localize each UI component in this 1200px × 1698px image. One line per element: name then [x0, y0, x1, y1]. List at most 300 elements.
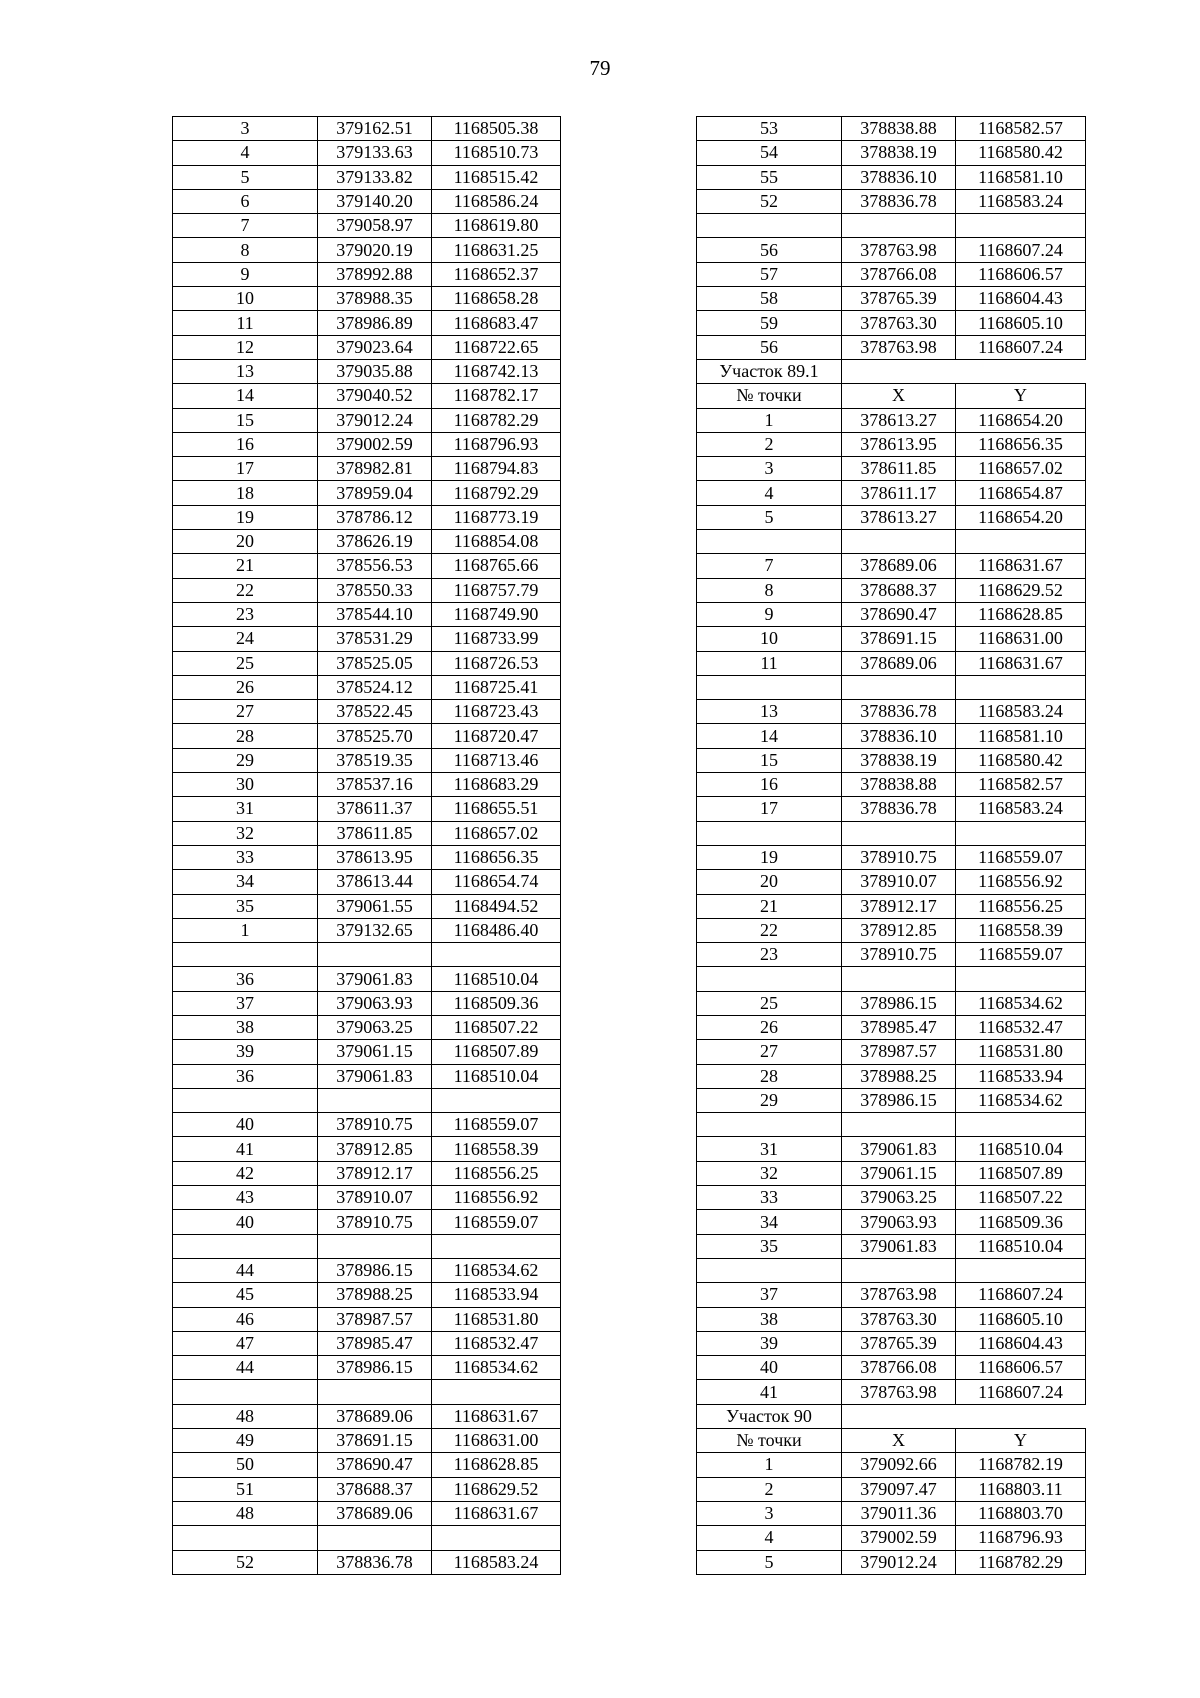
x-coordinate-cell: 378912.85: [842, 918, 956, 942]
y-coordinate-cell: 1168631.00: [432, 1429, 561, 1453]
point-number-cell: [173, 1234, 318, 1258]
point-number-cell: 39: [697, 1331, 842, 1355]
table-row: [173, 359, 561, 383]
point-number-cell: 24: [173, 627, 318, 651]
x-coordinate-cell: 379020.19: [318, 238, 432, 262]
table-row: [173, 773, 561, 797]
x-coordinate-cell: 379061.15: [842, 1161, 956, 1185]
table-row: [173, 189, 561, 213]
y-coordinate-cell: 1168782.17: [432, 384, 561, 408]
x-coordinate-cell: 378550.33: [318, 578, 432, 602]
table-row: [173, 432, 561, 456]
table-row: [697, 287, 1086, 311]
point-number-cell: 52: [697, 189, 842, 213]
point-number-cell: [697, 967, 842, 991]
y-coordinate-cell: 1168782.19: [956, 1453, 1086, 1477]
point-number-cell: 56: [697, 238, 842, 262]
table-row: [697, 505, 1086, 529]
table-row: [173, 1380, 561, 1404]
table-row: [697, 918, 1086, 942]
table-row: [173, 311, 561, 335]
section-header-spacer: [842, 1404, 1086, 1428]
y-coordinate-cell: [956, 214, 1086, 238]
table-row: [697, 262, 1086, 286]
point-number-cell: 32: [173, 821, 318, 845]
x-coordinate-cell: 379012.24: [318, 408, 432, 432]
point-number-cell: 19: [173, 505, 318, 529]
point-number-cell: [173, 1088, 318, 1112]
point-number-cell: 58: [697, 287, 842, 311]
point-number-cell: 8: [697, 578, 842, 602]
x-coordinate-cell: 378910.75: [842, 943, 956, 967]
y-coordinate-cell: 1168559.07: [432, 1113, 561, 1137]
point-number-cell: 28: [173, 724, 318, 748]
y-coordinate-cell: 1168582.57: [956, 773, 1086, 797]
x-coordinate-cell: 378544.10: [318, 602, 432, 626]
table-row: [173, 165, 561, 189]
table-row: [173, 943, 561, 967]
x-coordinate-cell: 378985.47: [842, 1015, 956, 1039]
y-coordinate-cell: 1168657.02: [432, 821, 561, 845]
y-coordinate-cell: 1168607.24: [956, 1380, 1086, 1404]
y-coordinate-cell: [956, 530, 1086, 554]
y-coordinate-cell: [432, 1380, 561, 1404]
point-number-cell: 28: [697, 1064, 842, 1088]
x-coordinate-cell: 378611.37: [318, 797, 432, 821]
x-coordinate-cell: 378519.35: [318, 748, 432, 772]
x-coordinate-cell: 378986.15: [842, 991, 956, 1015]
x-coordinate-cell: 378910.75: [318, 1210, 432, 1234]
table-row: [173, 141, 561, 165]
y-coordinate-cell: 1168726.53: [432, 651, 561, 675]
x-coordinate-cell: 378836.78: [318, 1550, 432, 1574]
point-number-cell: 17: [697, 797, 842, 821]
x-coordinate-cell: [842, 821, 956, 845]
y-coordinate-cell: 1168605.10: [956, 1307, 1086, 1331]
x-coordinate-cell: 378690.47: [318, 1453, 432, 1477]
table-row: [697, 651, 1086, 675]
x-coordinate-cell: 379058.97: [318, 214, 432, 238]
y-coordinate-cell: 1168606.57: [956, 1356, 1086, 1380]
point-number-cell: 4: [697, 1526, 842, 1550]
table-row: [697, 1088, 1086, 1112]
point-number-cell: 46: [173, 1307, 318, 1331]
point-number-cell: 52: [173, 1550, 318, 1574]
x-coordinate-cell: 378910.07: [842, 870, 956, 894]
y-coordinate-cell: 1168510.04: [956, 1234, 1086, 1258]
table-row: [173, 894, 561, 918]
x-coordinate-cell: 379061.15: [318, 1040, 432, 1064]
table-row: [173, 748, 561, 772]
y-coordinate-cell: 1168531.80: [432, 1307, 561, 1331]
x-coordinate-cell: 379012.24: [842, 1550, 956, 1574]
table-row: [173, 1356, 561, 1380]
point-number-cell: 3: [697, 1501, 842, 1525]
x-coordinate-cell: 378986.15: [842, 1088, 956, 1112]
y-coordinate-cell: 1168583.24: [956, 700, 1086, 724]
table-row: [697, 1356, 1086, 1380]
table-row: [697, 1477, 1086, 1501]
point-number-cell: 8: [173, 238, 318, 262]
table-row: [697, 311, 1086, 335]
y-coordinate-cell: 1168486.40: [432, 918, 561, 942]
y-coordinate-cell: Y: [956, 1429, 1086, 1453]
y-coordinate-cell: 1168534.62: [432, 1356, 561, 1380]
x-coordinate-cell: [842, 530, 956, 554]
table-row: [697, 214, 1086, 238]
y-coordinate-cell: 1168532.47: [956, 1015, 1086, 1039]
point-number-cell: [697, 675, 842, 699]
x-coordinate-cell: 378525.70: [318, 724, 432, 748]
y-coordinate-cell: [956, 1113, 1086, 1137]
x-coordinate-cell: 379092.66: [842, 1453, 956, 1477]
y-coordinate-cell: [432, 1526, 561, 1550]
point-number-cell: 20: [173, 530, 318, 554]
point-number-cell: 15: [697, 748, 842, 772]
table-row: [697, 870, 1086, 894]
point-number-cell: 21: [173, 554, 318, 578]
x-coordinate-cell: 379002.59: [318, 432, 432, 456]
table-row: [697, 141, 1086, 165]
x-coordinate-cell: 379063.93: [318, 991, 432, 1015]
table-row: [697, 1015, 1086, 1039]
section-title: Участок 90: [697, 1404, 842, 1428]
table-row: [173, 530, 561, 554]
y-coordinate-cell: 1168559.07: [956, 943, 1086, 967]
y-coordinate-cell: 1168683.29: [432, 773, 561, 797]
x-coordinate-cell: 379162.51: [318, 117, 432, 141]
point-number-cell: 11: [697, 651, 842, 675]
point-number-cell: 7: [173, 214, 318, 238]
table-row: [697, 1283, 1086, 1307]
table-row: [697, 627, 1086, 651]
point-number-cell: 23: [173, 602, 318, 626]
table-row: [697, 1526, 1086, 1550]
point-number-cell: 48: [173, 1404, 318, 1428]
x-coordinate-cell: 378531.29: [318, 627, 432, 651]
x-coordinate-cell: 378836.78: [842, 700, 956, 724]
x-coordinate-cell: 378763.30: [842, 1307, 956, 1331]
point-number-cell: 56: [697, 335, 842, 359]
point-number-cell: 23: [697, 943, 842, 967]
table-row: [173, 797, 561, 821]
point-number-cell: 45: [173, 1283, 318, 1307]
table-row: [173, 262, 561, 286]
y-coordinate-cell: 1168631.67: [432, 1404, 561, 1428]
table-row: [173, 918, 561, 942]
x-coordinate-cell: 378986.15: [318, 1258, 432, 1282]
x-coordinate-cell: 378912.17: [842, 894, 956, 918]
point-number-cell: 26: [697, 1015, 842, 1039]
y-coordinate-cell: 1168507.22: [956, 1186, 1086, 1210]
point-number-cell: 44: [173, 1356, 318, 1380]
point-number-cell: 13: [697, 700, 842, 724]
table-row: [697, 408, 1086, 432]
y-coordinate-cell: 1168515.42: [432, 165, 561, 189]
table-row: [697, 1210, 1086, 1234]
x-coordinate-cell: [842, 675, 956, 699]
table-row: [173, 1137, 561, 1161]
y-coordinate-cell: 1168558.39: [432, 1137, 561, 1161]
x-coordinate-cell: X: [842, 384, 956, 408]
point-number-cell: 35: [173, 894, 318, 918]
y-coordinate-cell: 1168607.24: [956, 335, 1086, 359]
y-coordinate-cell: 1168507.22: [432, 1015, 561, 1039]
x-coordinate-cell: 378613.95: [842, 432, 956, 456]
point-number-cell: 42: [173, 1161, 318, 1185]
table-row: [173, 1015, 561, 1039]
y-coordinate-cell: [956, 675, 1086, 699]
y-coordinate-cell: 1168604.43: [956, 1331, 1086, 1355]
x-coordinate-cell: 379061.83: [842, 1234, 956, 1258]
table-row: [697, 457, 1086, 481]
table-row: [697, 1064, 1086, 1088]
y-coordinate-cell: 1168581.10: [956, 165, 1086, 189]
x-coordinate-cell: 378537.16: [318, 773, 432, 797]
x-coordinate-cell: 379097.47: [842, 1477, 956, 1501]
x-coordinate-cell: 378522.45: [318, 700, 432, 724]
point-number-cell: 19: [697, 845, 842, 869]
y-coordinate-cell: 1168583.24: [956, 189, 1086, 213]
point-number-cell: [697, 1113, 842, 1137]
table-row: [173, 1113, 561, 1137]
table-row: [173, 1283, 561, 1307]
x-coordinate-cell: 379061.55: [318, 894, 432, 918]
table-row: [173, 1210, 561, 1234]
table-row: [697, 481, 1086, 505]
x-coordinate-cell: 378613.27: [842, 408, 956, 432]
x-coordinate-cell: 378688.37: [842, 578, 956, 602]
point-number-cell: 2: [697, 432, 842, 456]
y-coordinate-cell: 1168505.38: [432, 117, 561, 141]
y-coordinate-cell: 1168658.28: [432, 287, 561, 311]
table-row: [697, 384, 1086, 408]
table-row: [697, 1113, 1086, 1137]
table-row: [697, 602, 1086, 626]
table-row: [173, 335, 561, 359]
point-number-cell: 48: [173, 1501, 318, 1525]
x-coordinate-cell: 378910.75: [318, 1113, 432, 1137]
x-coordinate-cell: 378690.47: [842, 602, 956, 626]
table-row: [697, 165, 1086, 189]
point-number-cell: 39: [173, 1040, 318, 1064]
point-number-cell: 47: [173, 1331, 318, 1355]
point-number-cell: 14: [173, 384, 318, 408]
y-coordinate-cell: 1168654.87: [956, 481, 1086, 505]
y-coordinate-cell: 1168631.25: [432, 238, 561, 262]
table-row: [697, 189, 1086, 213]
table-row: [173, 1088, 561, 1112]
table-row: [697, 1380, 1086, 1404]
table-row: [173, 991, 561, 1015]
point-number-cell: 37: [697, 1283, 842, 1307]
point-number-cell: 27: [697, 1040, 842, 1064]
x-coordinate-cell: 378626.19: [318, 530, 432, 554]
point-number-cell: 3: [173, 117, 318, 141]
point-number-cell: 37: [173, 991, 318, 1015]
coordinates-table-left: [172, 116, 561, 1575]
x-coordinate-cell: 378763.98: [842, 1283, 956, 1307]
table-row: [697, 748, 1086, 772]
page-number: 79: [589, 56, 611, 80]
x-coordinate-cell: 378838.19: [842, 748, 956, 772]
section-header-row: [697, 359, 1086, 383]
point-number-cell: [697, 214, 842, 238]
y-coordinate-cell: 1168628.85: [956, 602, 1086, 626]
x-coordinate-cell: 378524.12: [318, 675, 432, 699]
table-row: [173, 287, 561, 311]
y-coordinate-cell: 1168607.24: [956, 1283, 1086, 1307]
y-coordinate-cell: 1168742.13: [432, 359, 561, 383]
y-coordinate-cell: 1168606.57: [956, 262, 1086, 286]
point-number-cell: 32: [697, 1161, 842, 1185]
y-coordinate-cell: 1168629.52: [432, 1477, 561, 1501]
y-coordinate-cell: 1168854.08: [432, 530, 561, 554]
table-row: [697, 1331, 1086, 1355]
point-number-cell: 57: [697, 262, 842, 286]
table-row: [697, 1258, 1086, 1282]
point-number-cell: 53: [697, 117, 842, 141]
x-coordinate-cell: [318, 1234, 432, 1258]
point-number-cell: 9: [173, 262, 318, 286]
table-row: [697, 700, 1086, 724]
x-coordinate-cell: 378691.15: [318, 1429, 432, 1453]
point-number-cell: 16: [697, 773, 842, 797]
table-row: [697, 1550, 1086, 1574]
x-coordinate-cell: 378691.15: [842, 627, 956, 651]
x-coordinate-cell: 378986.15: [318, 1356, 432, 1380]
x-coordinate-cell: 379061.83: [842, 1137, 956, 1161]
x-coordinate-cell: 378525.05: [318, 651, 432, 675]
y-coordinate-cell: 1168631.00: [956, 627, 1086, 651]
point-number-cell: 40: [697, 1356, 842, 1380]
y-coordinate-cell: 1168581.10: [956, 724, 1086, 748]
x-coordinate-cell: 378985.47: [318, 1331, 432, 1355]
y-coordinate-cell: 1168654.20: [956, 408, 1086, 432]
table-row: [697, 845, 1086, 869]
point-number-cell: [697, 1258, 842, 1282]
y-coordinate-cell: 1168510.73: [432, 141, 561, 165]
table-row: [697, 797, 1086, 821]
point-number-cell: 35: [697, 1234, 842, 1258]
point-number-cell: 21: [697, 894, 842, 918]
y-coordinate-cell: 1168558.39: [956, 918, 1086, 942]
x-coordinate-cell: 378611.85: [318, 821, 432, 845]
y-coordinate-cell: 1168582.57: [956, 117, 1086, 141]
table-row: [173, 870, 561, 894]
x-coordinate-cell: X: [842, 1429, 956, 1453]
y-coordinate-cell: 1168534.62: [956, 1088, 1086, 1112]
table-row: [173, 214, 561, 238]
table-row: [697, 894, 1086, 918]
x-coordinate-cell: 379063.93: [842, 1210, 956, 1234]
point-number-cell: № точки: [697, 1429, 842, 1453]
y-coordinate-cell: 1168656.35: [432, 845, 561, 869]
x-coordinate-cell: 378836.10: [842, 165, 956, 189]
point-number-cell: 34: [697, 1210, 842, 1234]
table-row: [173, 627, 561, 651]
table-row: [173, 1234, 561, 1258]
point-number-cell: 22: [697, 918, 842, 942]
x-coordinate-cell: 378838.88: [842, 117, 956, 141]
y-coordinate-cell: 1168607.24: [956, 238, 1086, 262]
x-coordinate-cell: 378912.85: [318, 1137, 432, 1161]
point-number-cell: 51: [173, 1477, 318, 1501]
x-coordinate-cell: 379063.25: [842, 1186, 956, 1210]
y-coordinate-cell: 1168559.07: [432, 1210, 561, 1234]
x-coordinate-cell: 378688.37: [318, 1477, 432, 1501]
x-coordinate-cell: [842, 1113, 956, 1137]
y-coordinate-cell: 1168631.67: [956, 651, 1086, 675]
point-number-cell: 29: [697, 1088, 842, 1112]
table-row: [173, 700, 561, 724]
point-number-cell: 9: [697, 602, 842, 626]
y-coordinate-cell: 1168782.29: [432, 408, 561, 432]
table-row: [697, 943, 1086, 967]
x-coordinate-cell: [318, 1380, 432, 1404]
y-coordinate-cell: 1168794.83: [432, 457, 561, 481]
point-number-cell: 11: [173, 311, 318, 335]
coordinates-table-right: [696, 116, 1086, 1575]
x-coordinate-cell: 379035.88: [318, 359, 432, 383]
x-coordinate-cell: 378689.06: [318, 1501, 432, 1525]
x-coordinate-cell: 379133.82: [318, 165, 432, 189]
y-coordinate-cell: 1168580.42: [956, 748, 1086, 772]
point-number-cell: 36: [173, 1064, 318, 1088]
point-number-cell: 3: [697, 457, 842, 481]
point-number-cell: 2: [697, 1477, 842, 1501]
table-row: [697, 991, 1086, 1015]
y-coordinate-cell: 1168605.10: [956, 311, 1086, 335]
table-row: [697, 1137, 1086, 1161]
x-coordinate-cell: 378763.30: [842, 311, 956, 335]
point-number-cell: [173, 1380, 318, 1404]
y-coordinate-cell: 1168532.47: [432, 1331, 561, 1355]
point-number-cell: № точки: [697, 384, 842, 408]
y-coordinate-cell: 1168510.04: [432, 967, 561, 991]
x-coordinate-cell: [318, 1526, 432, 1550]
point-number-cell: 27: [173, 700, 318, 724]
x-coordinate-cell: 378613.44: [318, 870, 432, 894]
point-number-cell: 33: [697, 1186, 842, 1210]
table-row: [697, 578, 1086, 602]
table-row: [173, 1186, 561, 1210]
point-number-cell: [173, 1526, 318, 1550]
section-header-row: [697, 1404, 1086, 1428]
y-coordinate-cell: 1168655.51: [432, 797, 561, 821]
y-coordinate-cell: [432, 943, 561, 967]
table-row: [173, 408, 561, 432]
table-row: [697, 724, 1086, 748]
table-row: [173, 578, 561, 602]
table-row: [697, 1234, 1086, 1258]
y-coordinate-cell: 1168749.90: [432, 602, 561, 626]
y-coordinate-cell: 1168796.93: [956, 1526, 1086, 1550]
point-number-cell: 38: [697, 1307, 842, 1331]
table-row: [697, 238, 1086, 262]
point-number-cell: 12: [173, 335, 318, 359]
y-coordinate-cell: 1168559.07: [956, 845, 1086, 869]
point-number-cell: 1: [697, 1453, 842, 1477]
x-coordinate-cell: 378611.17: [842, 481, 956, 505]
x-coordinate-cell: 378689.06: [842, 554, 956, 578]
y-coordinate-cell: 1168531.80: [956, 1040, 1086, 1064]
y-coordinate-cell: 1168722.65: [432, 335, 561, 359]
x-coordinate-cell: 378982.81: [318, 457, 432, 481]
table-row: [697, 335, 1086, 359]
x-coordinate-cell: 378912.17: [318, 1161, 432, 1185]
x-coordinate-cell: 378838.19: [842, 141, 956, 165]
